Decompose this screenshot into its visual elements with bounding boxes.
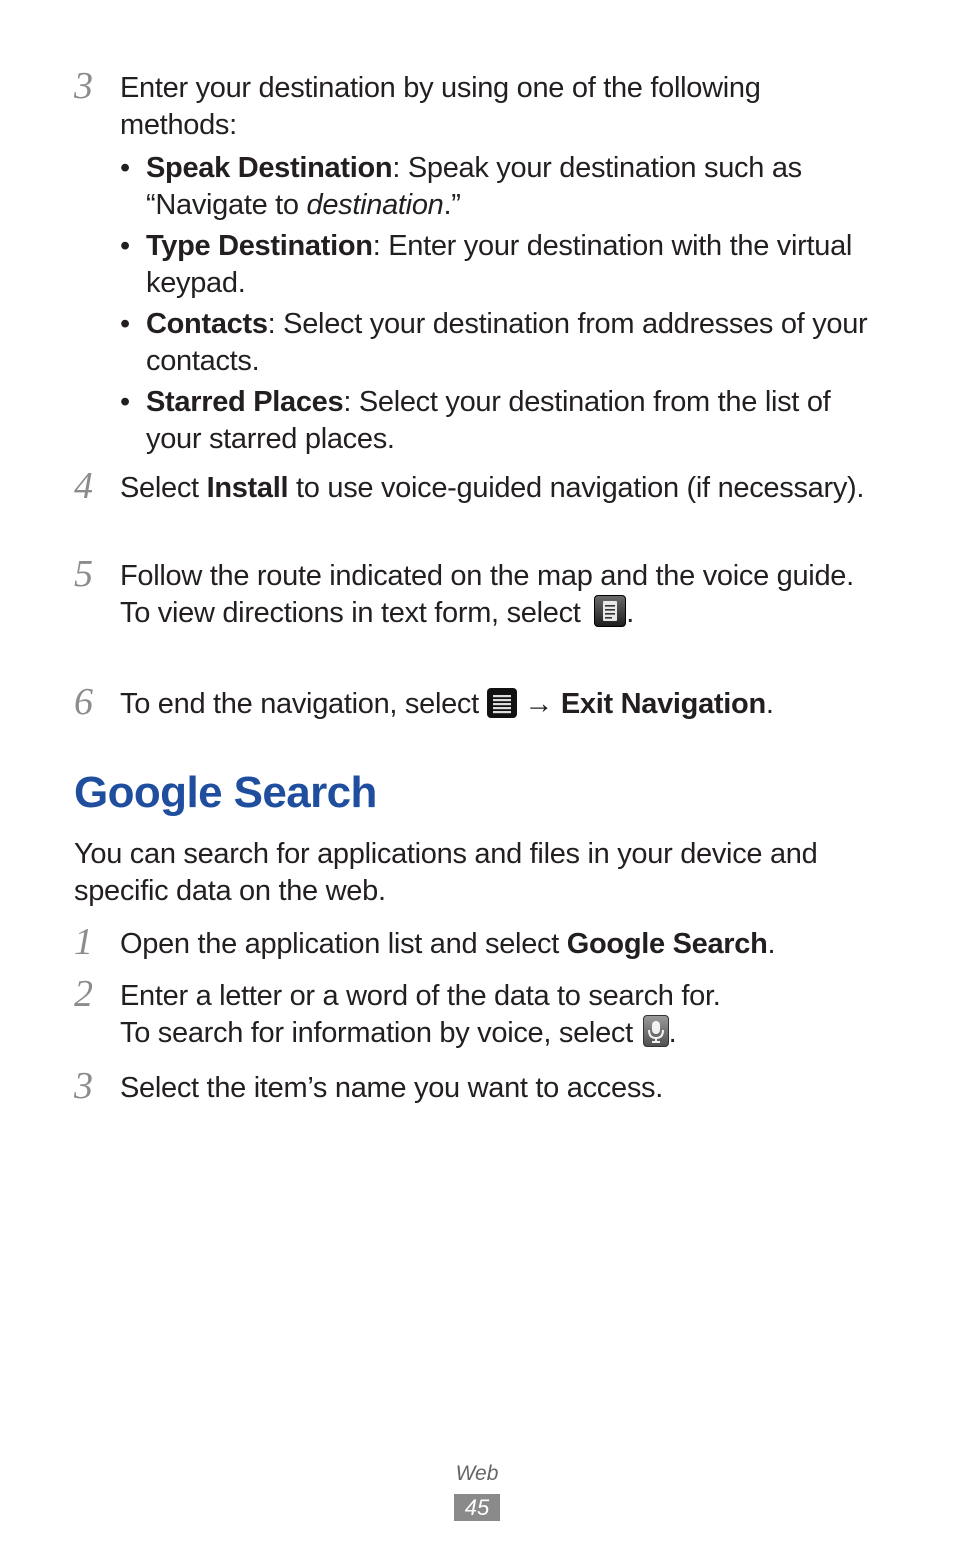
step-subtext: To search for information by voice, select . xyxy=(120,1017,677,1049)
step-3-google-search xyxy=(74,1065,874,1107)
text-directions-icon xyxy=(594,595,626,627)
step-text: To end the navigation, select → Exit Navigation. xyxy=(120,688,774,720)
step-1-google-search xyxy=(74,921,874,963)
step-text: Select Install to use voice-guided navigation (if necessary). xyxy=(120,472,865,504)
section-title: Google Search xyxy=(74,768,377,817)
list-item-type-destination: • Type Destination: Enter your destination with the virtual keypad. xyxy=(120,230,853,299)
step-3-navigation xyxy=(74,65,874,462)
list-item-speak-destination: • Speak Destination: Speak your destination such as “Navigate to destination.” xyxy=(120,152,802,221)
step-5-navigation xyxy=(74,553,874,632)
step-number: 3 xyxy=(74,1065,93,1107)
step-text: Select the item’s name you want to access. xyxy=(120,1072,663,1104)
list-item-contacts: • Contacts: Select your destination from addresses of your contacts. xyxy=(120,308,868,377)
section-intro: You can search for applications and files in your device and specific data on the web. xyxy=(74,838,818,907)
step-4-navigation xyxy=(74,465,874,507)
microphone-icon xyxy=(643,1015,669,1047)
step-2-google-search xyxy=(74,973,874,1052)
step-number: 2 xyxy=(74,973,93,1015)
step-subtext: To view directions in text form, select . xyxy=(120,597,635,629)
step-text: Enter a letter or a word of the data to search for. xyxy=(120,980,721,1012)
step-number: 4 xyxy=(74,465,93,507)
step-text: Follow the route indicated on the map and the voice guide. xyxy=(120,560,854,592)
menu-icon xyxy=(487,688,517,718)
step-text: Open the application list and select Google Search. xyxy=(120,928,776,960)
step-number: 1 xyxy=(74,921,93,963)
step-number: 5 xyxy=(74,553,93,595)
page-number: 45 xyxy=(454,1494,500,1521)
step-6-navigation xyxy=(74,681,874,723)
step-number: 6 xyxy=(74,681,93,723)
step-text: Enter your destination by using one of the following methods: xyxy=(120,72,761,141)
footer-section-name: Web xyxy=(455,1462,499,1485)
step-number: 3 xyxy=(74,65,93,107)
list-item-starred-places: • Starred Places: Select your destination from the list of your starred places. xyxy=(120,386,831,455)
method-list xyxy=(120,150,874,458)
